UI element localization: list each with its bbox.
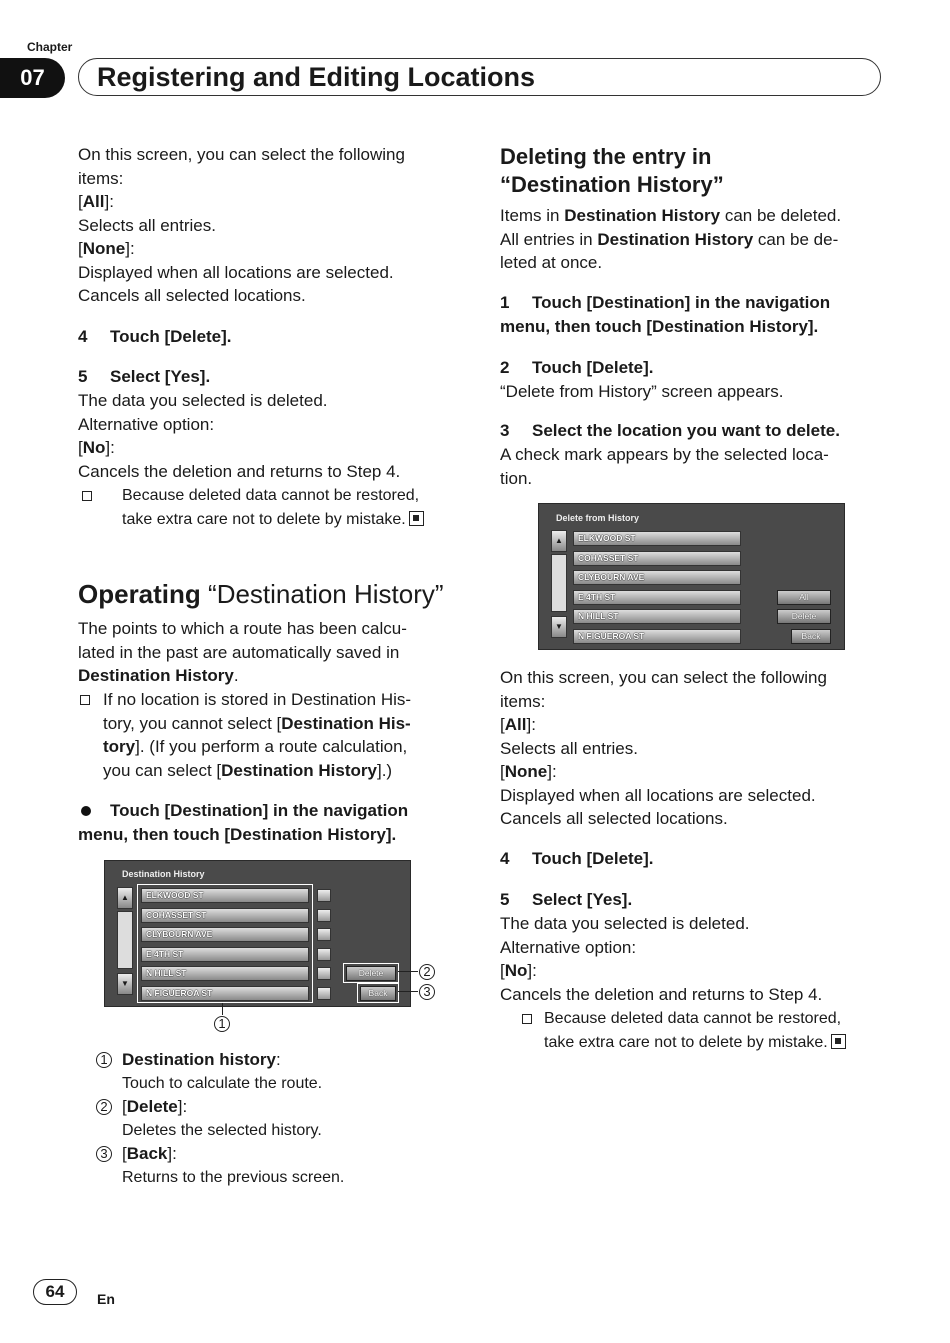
callout-line (398, 971, 418, 972)
section-note: If no location is stored in Destination His- tory, you cannot select [Destination His- tory]. (If you perform a route calculation, you can select [Destination History].) (78, 688, 458, 782)
history-row: COHASSET ST (141, 908, 309, 923)
right-step-2: 2 Touch [Delete]. “Delete from History” screen appears. (500, 358, 784, 401)
callout-3-marker: 3 (419, 984, 435, 1000)
note-box-icon (522, 1014, 532, 1024)
left-step-5: 5 Select [Yes]. The data you selected is deleted. Alternative option: [No]: Cancels the deletion and returns to Step 4. (78, 367, 401, 481)
screen-title: Destination History (122, 869, 205, 879)
end-mark-icon (409, 511, 424, 526)
callout-box-back (357, 983, 399, 1003)
right-intro: Items in Destination History can be deleted. All entries in Destination History can be de- leted at once. (500, 206, 842, 272)
right-heading: Deleting the entry in “Destination History” (500, 144, 724, 197)
note-box-icon (80, 695, 90, 705)
right-step-3: 3 Select the location you want to delete. A check mark appears by the selected loca- tion. (500, 421, 840, 488)
history-row: ELKWOOD ST (141, 888, 309, 903)
history-row: N FIGUEROA ST (573, 629, 741, 644)
section-heading: Operating “Destination History” (78, 579, 444, 609)
legend-marker: 2 (96, 1099, 112, 1115)
delete-from-history-screenshot (538, 503, 845, 650)
scroll-bar (551, 554, 567, 612)
chapter-number: 07 (0, 58, 65, 98)
destination-history-screenshot (104, 860, 411, 1007)
callout-1-marker: 1 (214, 1016, 230, 1032)
callout-line (222, 1003, 223, 1015)
scroll-bar (117, 911, 133, 969)
info-icon (317, 909, 331, 922)
language-label: En (97, 1291, 115, 1307)
right-step-1: 1 Touch [Destination] in the navigation menu, then touch [Destination History]. (500, 293, 831, 336)
screen-all-button: All (777, 590, 831, 605)
callout-box-list (137, 884, 313, 1003)
callout-2-marker: 2 (419, 964, 435, 980)
right-step-5: 5 Select [Yes]. The data you selected is deleted. Alternative option: [No]: Cancels the deletion and returns to Step 4. (500, 890, 823, 1004)
bullet-step: Touch [Destination] in the navigation menu, then touch [Destination History]. (78, 801, 409, 844)
chapter-label: Chapter (27, 40, 73, 54)
info-icon (317, 889, 331, 902)
info-icon (317, 928, 331, 941)
info-icon (317, 987, 331, 1000)
right-step-4: 4 Touch [Delete]. (500, 849, 654, 868)
history-row: N HILL ST (573, 609, 741, 624)
callout-box-delete (343, 963, 399, 983)
history-row: CLYBOURN AVE (573, 570, 741, 585)
legend-marker: 1 (96, 1052, 112, 1068)
info-icon (317, 948, 331, 961)
right-options: On this screen, you can select the following items: [All]: Selects all entries. [None]: Displayed when all locations are selected. Cancels all selected locations. (500, 668, 827, 828)
note-box-icon (82, 491, 92, 501)
scroll-up-arrow: ▲ (551, 530, 567, 552)
history-row: COHASSET ST (573, 551, 741, 566)
scroll-down-arrow: ▼ (551, 616, 567, 638)
left-step-4: 4 Touch [Delete]. (78, 327, 232, 346)
history-row: ELKWOOD ST (573, 531, 741, 546)
right-note: Because deleted data cannot be restored, take extra care not to delete by mistake. (500, 1007, 890, 1054)
screen-title: Delete from History (556, 513, 640, 523)
legend: 1 Destination history: Touch to calculate the route. 2 [Delete]: Deletes the selected history. 3 [Back]: Returns to the previous screen. (96, 1048, 466, 1189)
page-number: 64 (33, 1279, 77, 1305)
history-row: CLYBOURN AVE (141, 927, 309, 942)
legend-marker: 3 (96, 1146, 112, 1162)
end-mark-icon (831, 1034, 846, 1049)
left-intro: On this screen, you can select the following items: [All]: Selects all entries. [None]: Displayed when all locations are selected. Cancels all selected locations. (78, 145, 405, 305)
screen-back-button: Back (791, 629, 831, 644)
history-row: E 4TH ST (141, 947, 309, 962)
history-row: N FIGUEROA ST (141, 986, 309, 1001)
history-row: E 4TH ST (573, 590, 741, 605)
callout-line (398, 991, 418, 992)
screen-delete-button: Delete (346, 966, 396, 981)
page-title: Registering and Editing Locations (97, 62, 536, 92)
screen-back-button: Back (360, 986, 396, 1001)
section-intro: The points to which a route has been calcu- lated in the past are automatically saved in Destination History. (78, 619, 407, 685)
bullet-icon (81, 806, 91, 816)
scroll-down-arrow: ▼ (117, 973, 133, 995)
history-row: N HILL ST (141, 966, 309, 981)
info-icon (317, 967, 331, 980)
screen-delete-button: Delete (777, 609, 831, 624)
left-note: Because deleted data cannot be restored, take extra care not to delete by mistake. (78, 484, 458, 531)
scroll-up-arrow: ▲ (117, 887, 133, 909)
